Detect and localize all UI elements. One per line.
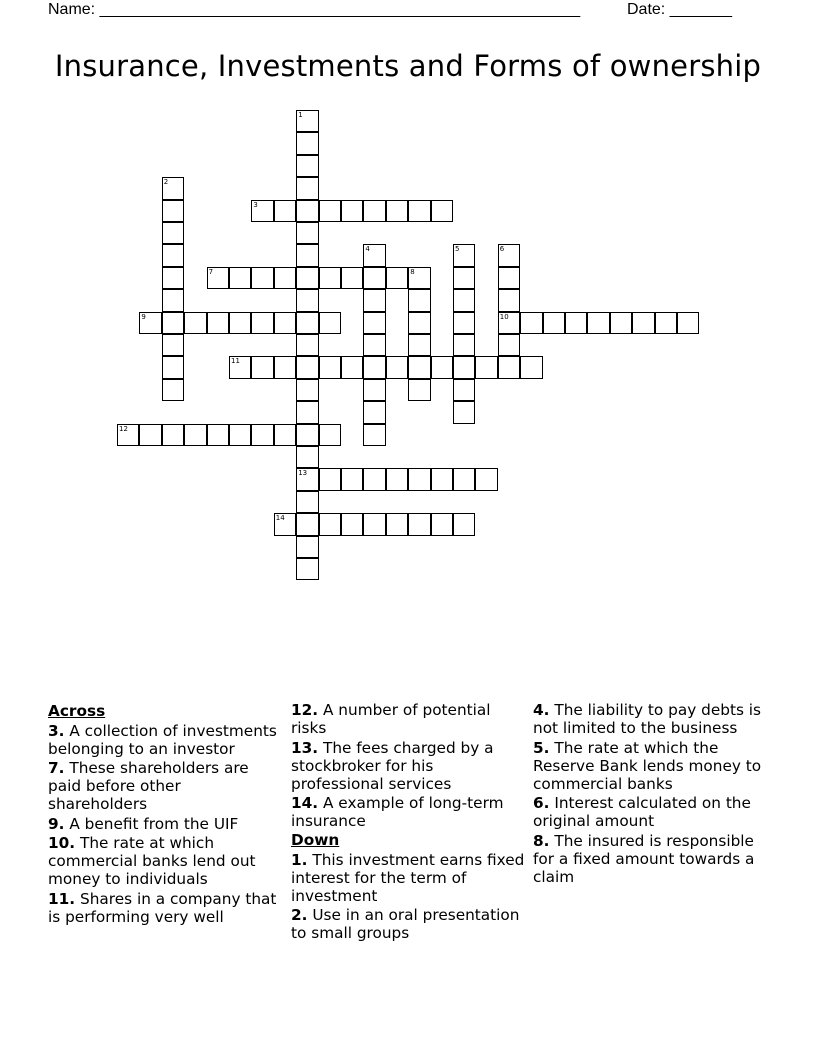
page-title: Insurance, Investments and Forms of ownership [54, 49, 762, 83]
crossword-cell[interactable] [453, 267, 475, 289]
crossword-cell[interactable] [363, 356, 385, 378]
crossword-cell[interactable] [408, 289, 430, 311]
crossword-cell[interactable] [229, 267, 251, 289]
crossword-cell[interactable] [319, 356, 341, 378]
crossword-cell[interactable] [453, 334, 475, 356]
crossword-cell[interactable] [655, 312, 677, 334]
crossword-cell[interactable] [162, 312, 184, 334]
clue-across-11: 11. Shares in a company that is performing very well [48, 889, 277, 926]
crossword-cell[interactable] [408, 468, 430, 490]
crossword-cell[interactable] [453, 312, 475, 334]
crossword-cell[interactable] [363, 334, 385, 356]
crossword-cell[interactable] [117, 424, 139, 446]
clue-across-3: 3. A collection of investments belonging to an investor [48, 721, 277, 758]
crossword-cell[interactable] [251, 312, 273, 334]
crossword-cell[interactable] [408, 356, 430, 378]
crossword-cell[interactable] [498, 267, 520, 289]
crossword-cell[interactable] [296, 334, 318, 356]
crossword-cell[interactable] [162, 356, 184, 378]
clue-number-label: 3 [253, 200, 258, 209]
crossword-cell[interactable] [610, 312, 632, 334]
crossword-cell[interactable] [520, 356, 542, 378]
crossword-cell[interactable] [162, 289, 184, 311]
crossword-cell[interactable] [296, 513, 318, 535]
crossword-cell[interactable] [408, 267, 430, 289]
crossword-cell[interactable] [274, 513, 296, 535]
crossword-cell[interactable] [296, 312, 318, 334]
crossword-cell[interactable] [386, 356, 408, 378]
crossword-cell[interactable] [162, 424, 184, 446]
crossword-cell[interactable] [363, 468, 385, 490]
clue-number-label: 8 [410, 267, 415, 276]
crossword-cell[interactable] [363, 244, 385, 266]
crossword-cell[interactable] [363, 267, 385, 289]
clue-down-2: 2. Use in an oral presentation to small groups [291, 906, 520, 942]
clue-across-12: 12. A number of potential risks [291, 701, 491, 737]
down-heading: Down [291, 831, 340, 849]
crossword-cell[interactable] [296, 356, 318, 378]
crossword-cell[interactable] [296, 536, 318, 558]
crossword-cell[interactable] [274, 200, 296, 222]
crossword-cell[interactable] [296, 379, 318, 401]
clue-column-2 [291, 701, 527, 942]
crossword-cell[interactable] [363, 200, 385, 222]
crossword-cell[interactable] [498, 244, 520, 266]
crossword-cell[interactable] [274, 267, 296, 289]
crossword-cell[interactable] [319, 267, 341, 289]
crossword-cell[interactable] [207, 424, 229, 446]
clue-across-9: 9. A benefit from the UIF [48, 814, 239, 833]
crossword-cell[interactable] [341, 267, 363, 289]
clue-number-label: 10 [499, 312, 509, 321]
crossword-cell[interactable] [296, 222, 318, 244]
crossword-cell[interactable] [363, 289, 385, 311]
crossword-cell[interactable] [341, 513, 363, 535]
crossword-cell[interactable] [296, 155, 318, 177]
crossword-cell[interactable] [296, 244, 318, 266]
crossword-cell[interactable] [274, 312, 296, 334]
date-field-label: Date: _______ [627, 1, 732, 18]
clue-column-1 [48, 701, 284, 926]
crossword-cell[interactable] [162, 222, 184, 244]
clue-down-1: 1. This investment earns fixed interest for the term of investment [291, 850, 525, 905]
crossword-cell[interactable] [632, 312, 654, 334]
crossword-cell[interactable] [162, 200, 184, 222]
crossword-cell[interactable] [139, 312, 161, 334]
crossword-cell[interactable] [363, 513, 385, 535]
crossword-cell[interactable] [386, 200, 408, 222]
crossword-cell[interactable] [431, 356, 453, 378]
crossword-cell[interactable] [453, 379, 475, 401]
crossword-cell[interactable] [319, 424, 341, 446]
crossword-cell[interactable] [408, 513, 430, 535]
clue-down-4: 4. The liability to pay debts is not limited to the business [533, 701, 762, 737]
clue-number-label: 9 [141, 312, 146, 321]
crossword-cell[interactable] [207, 312, 229, 334]
crossword-cell[interactable] [296, 446, 318, 468]
clue-column-3 [533, 701, 769, 886]
crossword-cell[interactable] [498, 312, 520, 334]
crossword-cell[interactable] [139, 424, 161, 446]
crossword-cell[interactable] [207, 267, 229, 289]
crossword-cell[interactable] [408, 200, 430, 222]
clue-down-8: 8. The insured is responsible for a fixed amount towards a claim [533, 831, 755, 886]
clue-number-label: 12 [119, 424, 128, 433]
crossword-cell[interactable] [453, 468, 475, 490]
crossword-cell[interactable] [296, 468, 318, 490]
clue-number-label: 1 [298, 111, 303, 119]
crossword-cell[interactable] [363, 401, 385, 423]
clue-number-label: 14 [275, 514, 285, 523]
crossword-cell[interactable] [565, 312, 587, 334]
crossword-cell[interactable] [408, 312, 430, 334]
clue-across-10: 10. The rate at which commercial banks lend out money to individuals [48, 834, 256, 888]
crossword-cell[interactable] [162, 244, 184, 266]
crossword-cell[interactable] [319, 312, 341, 334]
crossword-cell[interactable] [363, 379, 385, 401]
crossword-cell[interactable] [543, 312, 565, 334]
crossword-cell[interactable] [453, 356, 475, 378]
crossword-cell[interactable] [251, 424, 273, 446]
crossword-cell[interactable] [475, 468, 497, 490]
crossword-cell[interactable] [319, 468, 341, 490]
crossword-cell[interactable] [498, 334, 520, 356]
clue-down-6: 6. Interest calculated on the original amount [533, 794, 751, 830]
crossword-cell[interactable] [296, 200, 318, 222]
clue-number-label: 13 [298, 469, 308, 478]
clue-down-5: 5. The rate at which the Reserve Bank lends money to commercial banks [533, 738, 762, 793]
crossword-cell[interactable] [677, 312, 699, 334]
crossword-cell[interactable] [431, 513, 453, 535]
crossword-cell[interactable] [229, 424, 251, 446]
clue-across-14: 14. A example of long-term insurance [291, 794, 504, 830]
crossword-cell[interactable] [363, 312, 385, 334]
clue-across-7: 7. These shareholders are paid before other shareholders [48, 759, 249, 813]
crossword-cell[interactable] [296, 401, 318, 423]
clue-number-label: 6 [499, 245, 505, 254]
crossword-cell[interactable] [162, 334, 184, 356]
crossword-cell[interactable] [162, 267, 184, 289]
crossword-cell[interactable] [498, 356, 520, 378]
crossword-cell[interactable] [162, 379, 184, 401]
crossword-cell[interactable] [475, 356, 497, 378]
crossword-cell[interactable] [498, 289, 520, 311]
name-field-label: Name: ______________________________________________________ [48, 1, 581, 18]
crossword-cell[interactable] [453, 401, 475, 423]
crossword-cell[interactable] [453, 289, 475, 311]
crossword-cell[interactable] [431, 200, 453, 222]
crossword-cell[interactable] [453, 513, 475, 535]
crossword-cell[interactable] [363, 424, 385, 446]
crossword-cell[interactable] [162, 177, 184, 199]
crossword-cell[interactable] [431, 468, 453, 490]
clue-number-label: 2 [163, 178, 169, 187]
clue-number-label: 11 [231, 357, 240, 366]
crossword-cell[interactable] [296, 491, 318, 513]
crossword-cell[interactable] [408, 379, 430, 401]
crossword-cell[interactable] [296, 289, 318, 311]
crossword-cell[interactable] [296, 267, 318, 289]
crossword-cell[interactable] [319, 513, 341, 535]
crossword-cell[interactable] [184, 424, 206, 446]
crossword-cell[interactable] [229, 356, 251, 378]
clue-number-label: 4 [365, 245, 370, 254]
crossword-cell[interactable] [341, 200, 363, 222]
clue-number-label: 7 [208, 267, 214, 276]
crossword-cell[interactable] [229, 312, 251, 334]
crossword-cell[interactable] [296, 558, 318, 580]
clue-number-label: 5 [455, 245, 460, 254]
across-heading: Across [48, 702, 106, 720]
crossword-cell[interactable] [251, 200, 273, 222]
crossword-cell[interactable] [587, 312, 609, 334]
crossword-cell[interactable] [251, 356, 273, 378]
crossword-cell[interactable] [453, 244, 475, 266]
crossword-cell[interactable] [386, 267, 408, 289]
crossword-cell[interactable] [296, 177, 318, 199]
crossword-cell[interactable] [296, 110, 318, 132]
crossword-cell[interactable] [296, 132, 318, 154]
crossword-cell[interactable] [274, 356, 296, 378]
crossword-cell[interactable] [408, 334, 430, 356]
crossword-cell[interactable] [251, 267, 273, 289]
crossword-cell[interactable] [184, 312, 206, 334]
crossword-cell[interactable] [341, 356, 363, 378]
crossword-cell[interactable] [520, 312, 542, 334]
crossword-cell[interactable] [319, 200, 341, 222]
crossword-cell[interactable] [274, 424, 296, 446]
crossword-cell[interactable] [386, 513, 408, 535]
crossword-cell[interactable] [386, 468, 408, 490]
clue-across-13: 13. The fees charged by a stockbroker for his professional services [291, 738, 494, 793]
crossword-cell[interactable] [296, 424, 318, 446]
crossword-cell[interactable] [341, 468, 363, 490]
